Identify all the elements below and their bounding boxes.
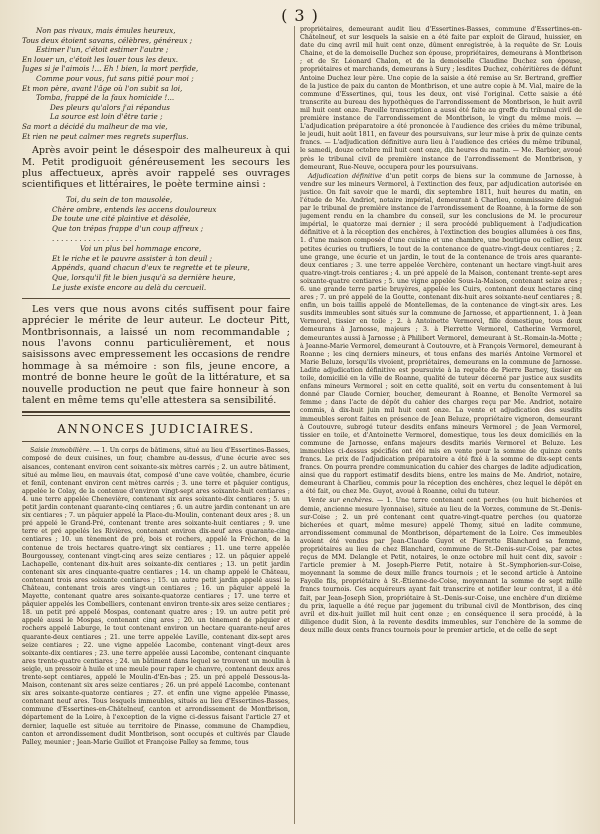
saisie-paragraph (22, 447, 290, 746)
poem-line: Toi, du sein de ton mausolée, (66, 194, 173, 204)
poem-line: En louer un, c'étoit les louer tous les deux. (22, 54, 179, 64)
poem-line: Sa mort a décidé du malheur de ma vie, (22, 121, 168, 131)
divider (22, 441, 290, 442)
poem-line: Et rien ne peut calmer mes regrets superflus. (22, 131, 189, 141)
poem-line: Chère ombre, entends les accens douloureux (52, 204, 217, 214)
poem-line: Appénds, quand chacun d'eux te regrette et te pleure, (52, 263, 250, 273)
poem-line: La source est loin d'être tarie ; (50, 112, 163, 122)
poem-top (22, 26, 290, 141)
saisie-continuation: propriétaires, demeurant audit lieu d'Essertines-Basses, commune d'Essertines-en-Châtelneuf, et sur lesquels la saisie en a été faite par exploit de Giraud, huissier, en date du cinq avril mil huit cent onze, dûment enregistrée, à la requête de Sr. Louis Chaine, et de la demoiselle Duchez son épouse, propriétaires, demeurans à Montbrison ; et de Sr. Léonard Chalon, et de la demoiselle Claudine Duchez son épouse, propriétaires et marchands, demeurans à Sury ; lesdites Duchez, cohéritières de défunt Antoine Duchez leur père. Une copie de la saisie a été remise au Sr. Bertrand, greffier de la justice de paix du canton de Montbrison, et une autre copie à M. Vial, maire de la commune d'Essertines, qui, tous les deux, ont visé l'original. Cette saisie a été transcrite au bureau des hypothèques de l'arrondissement de Montbrison, le huit avril mil huit cent onze. Pareille transcription a aussi été faite au greffe du tribunal civil de première instance de l'arrondissement de Montbrison, le vingt du même mois. — L'adjudication préparatoire a été prononcée à l'audience des criées du même tribunal, le jeudi, huit août 1811, en faveur des poursuivans, sur leur mise à prix de quinze cents francs. — L'adjudication définitive aura lieu à l'audience des criées du même tribunal, le samedi, douze octobre mil huit cent onze, dix heures du matin. — Me. Barbier, avoué près le tribunal civil de première instance de l'arrondissement de Montbrison, y demeurant, Rue-Neuve, occupera pour les poursuivans. (300, 26, 582, 171)
poem-line: Non pas rivaux, mais émules heureux, (36, 26, 176, 35)
poem-line: Tomba, frappé de la faux homicide !... (36, 93, 175, 103)
divider (22, 298, 290, 299)
page-number: ( 3 ) (281, 6, 319, 25)
poem-line: Des pleurs qu'alors j'ai répandus (50, 102, 170, 112)
right-notices (300, 26, 582, 635)
poem-ellipsis: . . . . . . . . . . . . . . . . . . . (52, 233, 137, 243)
adjudication-text: d'un petit corps de biens sur la commune de Jarnosse, à vendre sur les mineurs Vermorel, à l'extinction des feux, par adjudication autorisée en justice. On fait savoir que le mardi, dix septembre 1811, huit heures du matin, en l'étude de Me. Andriot, notaire impérial, demeurant à Charlieu, commissaire délégué par le tribunal de première instance de l'arrondissement de Roanne, à la forme de son jugement rendu en la chambre du conseil, sur les conclusions de M. le procureur impérial, le quatorze mai dernier ; il sera procédé publiquement à l'adjudication définitive et à la réception des enchères, à l'extinction des bougies allumées à ces fins, 1. d'une maison composée d'une cuisine et une chambre, une boutique ou cellier, deux petites écuries ou trufliers, le tout de la contenance de quatre-vingt-deux centiares ; 2. une grange, une écurie et un jardin, le tout de la contenance de trois ares quarante-deux centiares ; 3. une terre appelée Verchère, contenant un hectare vingt-huit ares quatre-vingt-trois centiares ; 4. un pré appelé de la Maison, contenant trente-sept ares soixante-quatre centiares ; 5. une vigne appelée Sous-la-Maison, contenant seize ares ; 6. une grande terre partie bruyères, appelée les Cuirs, contenant deux hectares cinq ares ; 7. un pré appelé de la Goutte, contenant dix-huit ares soixante-neuf centiares ; 8. enfin, un bois taillis appelé de Montellemas, de la contenance de vingt-six ares. Les susdits immeubles sont situés sur la commune de Jarnosse, et appartiennent, 1. à Jean Vermorel, tissier en toile ; 2. à Antoinette Vermorel, fille domestique, tous deux demeurans à Jarnosse, majeurs ; 3. à Pierrette Vermorel, Catherine Vermorel, demeurantes aussi à Jarnosse ; à Philibert Vermorel, demeurant à St.-Romain-la-Motte ; à Jeanne-Marie Vermorel, demeurant à Coutouvre, et à François Vermorel, demeurant à Roanne ; les cinq derniers mineurs, et tous enfans des mariés Antoine Vermorel et Marie Beluze, lorsqu'ils vivoient, propriétaires, demeurans en la commune de Jarnosse. Ladite adjudication définitive est poursuivie à la requête de Pierre Barney, tissier en toile, domicilié en la ville de Roanne, qualité de tuteur décerné par justice aux susdits enfans mineurs Vermorel ; soit en cette qualité, soit en vertu du consentement à lui donné par Claude Cornier, boucher, demeurant à Roanne, et Benoîte Vermorel sa femme ; dans l'acte de dépôt du cahier des charges reçu par Me. Andriot, notaire commis, à dix-huit juin mil huit cent onze. La vente et adjudication des susdits immeubles seront faites en présence de Jean Beluze, propriétaire vigneron, demeurant à Coutouvre, subrogé tuteur desdits enfans mineurs Vermorel ; de Jean Vermorel, tissier en toile, et d'Antoinette Vermorel, domestique, tous les deux domiciliés en la commune de Jarnosse, enfans majeurs desdits mariés Vermorel et Beluze. Les immeubles ci-dessus spécifiés ont été mis en vente pour la somme de quinze cents francs. Le prix de l'adjudication préparatoire a été fixé à la somme de dix-sept cents francs. On pourra prendre communication du cahier des charges de ladite adjudication, ainsi que du rapport estimatif desdits biens, entre les mains de Me. Andriot, notaire, demeurant à Charlieu, commis pour la réception des enchères, chez lequel le dépôt en a été fait, ou chez Me. Guyot, avoué à Roanne, celui du tuteur. (300, 172, 582, 496)
adjudication-paragraph (300, 173, 582, 497)
double-divider (22, 411, 290, 416)
poem-line: Que, lorsqu'il fit le bien jusqu'à sa dernière heure, (52, 273, 236, 283)
adjudication-lead: Adjudication définitive (308, 172, 382, 180)
column-divider (294, 26, 295, 824)
right-column (300, 26, 582, 826)
poem-line: Comme pour vous, fut sans pitié pour moi ; (36, 73, 194, 83)
paragraph-after-poem: Après avoir peint le désespoir des malheureux à qui M. Petit prodiguoit généreusement les secours les plus affectueux, après avoir rappelé ses ouvrages scientifiques et littéraires, le poète termine ainsi : (22, 145, 290, 191)
poem-line: Le juste existe encore au delà du cercueil. (52, 282, 207, 292)
section-heading: ANNONCES JUDICIAIRES. (57, 422, 255, 437)
vente-paragraph (300, 497, 582, 635)
poem-line: Juges si je l'aimois !... Eh ! bien, la mort perfide, (22, 64, 199, 74)
poem-line: Tous deux étoient savans, célèbres, généreux ; (22, 35, 193, 45)
poem-line: Que ton trépas frappe d'un coup affreux ; (52, 224, 204, 234)
poem-line: Et le riche et le pauvre assister à ton deuil ; (52, 253, 212, 263)
vente-lead: Vente sur enchères. (308, 497, 374, 505)
poem-end (52, 195, 290, 293)
saisie-notice (22, 447, 290, 746)
left-column (22, 26, 290, 826)
saisie-text: — 1. Un corps de bâtimens, situé au lieu d'Essertines-Basses, composé de deux cuisines, un four, chambre au-dessus, d'une écurie avec ses aisances, contenant environ cent soixante-six mètres carrés ; 2. un autre bâtiment, situé au même lieu, en mauvais état, composé d'une cave voûtée, chambre, écurie et fenil, contenant environ cent mètres carrés ; 3. une terre et pâquier contigus, appelée le Colay, de la contenue d'environ vingt-sept ares soixante-huit centiares ; 4. une terre appelée Chenevière, contenant six ares soixante-dix centiares ; 5. un petit jardin contenant quarante-cinq centiares ; 6. un autre jardin contenant un are six centiares ; 7. un pâquier appelé la Place-du-Moulin, contenant deux ares ; 8. un pré appelé le Grand-Pré, contenant trente ares soixante-huit centiares ; 9. une terre et pré appelés les Rivières, contenant environ dix-neuf ares quarante-cinq centiares ; 10. un tènement de pré, bois et rochers, appelé la Fréchon, de la contenue de trois hectares quatre-vingt six centiares ; 11. une terre appelée Bourgoussey, contenant vingt-cinq ares seize centiares ; 12. un pâquier appelé Lachapelle, contenant dix-huit ares soixante-dix centiares ; 13. un petit jardin contenant six ares cinquante-quatre centiares ; 14. un champ appelé le Château, contenant trois ares soixante centiares ; 15. un autre petit jardin appelé aussi le Château, contenant trois ares vingt-un centiares ; 16. un pâquier appelé la Mayette, contenant quatre ares soixante-quatorze centiares ; 17. une terre et pâquier appelés les Combelliers, contenant environ trente-six ares seize centiares ; 18. un petit pré appelé Mospas, contenant quatre ares ; 19. un autre petit pré appelé aussi le Mospas, contenant cinq ares ; 20. un tènement de pâquier et rochers appelé Laburge, le tout contenant environ un hectare quarante-neuf ares quarante-deux centiares ; 21. une terre appelée Laville, contenant dix-sept ares seize centiares ; 22. une vigne appelée Lacombe, contenant vingt-deux ares soixante-dix centiares ; 23. une terre appelée aussi Lacombe, contenant cinquante ares trente-quatre centiares ; 24. un bâtiment dans lequel se trouvent un moulin à seigle, un pressoir à huile et une meule pour raper le chanvre, contenant deux ares trente-sept centiares, appelé le Moulin-d'En-bas ; 25. un pré appelé Dessous-la-Maison, contenant six ares seize centiares ; 26. un pré appelé Lacombe, contenant six ares soixante-quatorze centiares ; 27. et enfin une vigne appelée Pinasse, contenant neuf ares. Tous lesquels immeubles, situés au lieu d'Essertines-Basses, commune d'Essertines-en-Châtelneuf, canton et arrondissement de Montbrison, département de la Loire, à l'exception de la vigne ci-dessus faisant l'article 27 et dernier, laquelle est située au territoire de Pinasse, commune de Champdieu, canton et arrondissement dudit Montbrison, sont occupés et cultivés par Claude Palley, meunier ; Jean-Marie Guillot et Françoise Palley sa femme, tous (22, 447, 290, 746)
vente-text: — 1. Une terre contenant cent perches (ou huit bicherées et demie, ancienne mesure lyonnaise), située au lieu de la Vorzes, commune de St.-Denis-sur-Coise ; 2. un pré contenant cent quatre-vingt-quatre perches (ou quatorze bicherées et quart, même mesure) appelé Thomy, situé en ladite commune, arrondissement communal de Montbrison, département de la Loire. Ces immeubles avoient été vendus par Jean-Claude Guyot et Pierrette Blanchard sa femme, propriétaires au lieu de chez Blanchard, commune de St.-Denis-sur-Coise, par actes reçus de MM. Delangle et Petit, notaires, le onze octobre mil huit cent dix, savoir : l'article premier à M. Joseph-Pierre Petit, notaire à St.-Symphorien-sur-Coise, moyennant la somme de deux mille francs tournois ; et le second article à Antoine Fayolle fils, propriétaire à St.-Étienne-de-Coise, moyennant la somme de sept mille francs tournois. Ces acquéreurs ayant fait transcrire et notifier leur contrat, il a été fait, par Jean-Joseph Sion, propriétaire à St.-Denis-sur-Coise, une enchère d'un dixième du prix, laquelle a été reçue par jugement du tribunal civil de Montbrison, des cinq avril et dix-huit juillet mil huit cent onze ; en conséquence il sera procédé, à la diligence dudit Sion, à la revente desdits immeubles, sur l'enchère de la somme de deux mille deux cents francs tournois pour le premier article, et de celle de sept (300, 497, 582, 634)
poem-line: Voi un plus bel hommage encore, (80, 243, 202, 253)
poem-line: Estimer l'un, c'étoit estimer l'autre ; (36, 45, 169, 55)
closing-paragraph: Les vers que nous avons cités suffisent pour faire apprécier le mérite de leur auteur. Le docteur Pitt, Montbrisonnais, a laissé un nom recommandable ; nous l'avons connu particulièrement, et nous saisissons avec empressement les occasions de rendre hommage à sa mémoire : son fils, jeune encore, a montré de bonne heure le goût de la littérature, et sa nouvelle production ne peut que faire honneur à son talent en même tems qu'elle attestera sa sensibilité. (22, 303, 290, 406)
saisie-lead: Saisie immobilière. (30, 447, 92, 455)
poem-line: Et mon père, avant l'âge où l'on subit sa loi, (22, 83, 183, 93)
poem-line: De toute une cité plaintive et désolée, (52, 214, 191, 224)
